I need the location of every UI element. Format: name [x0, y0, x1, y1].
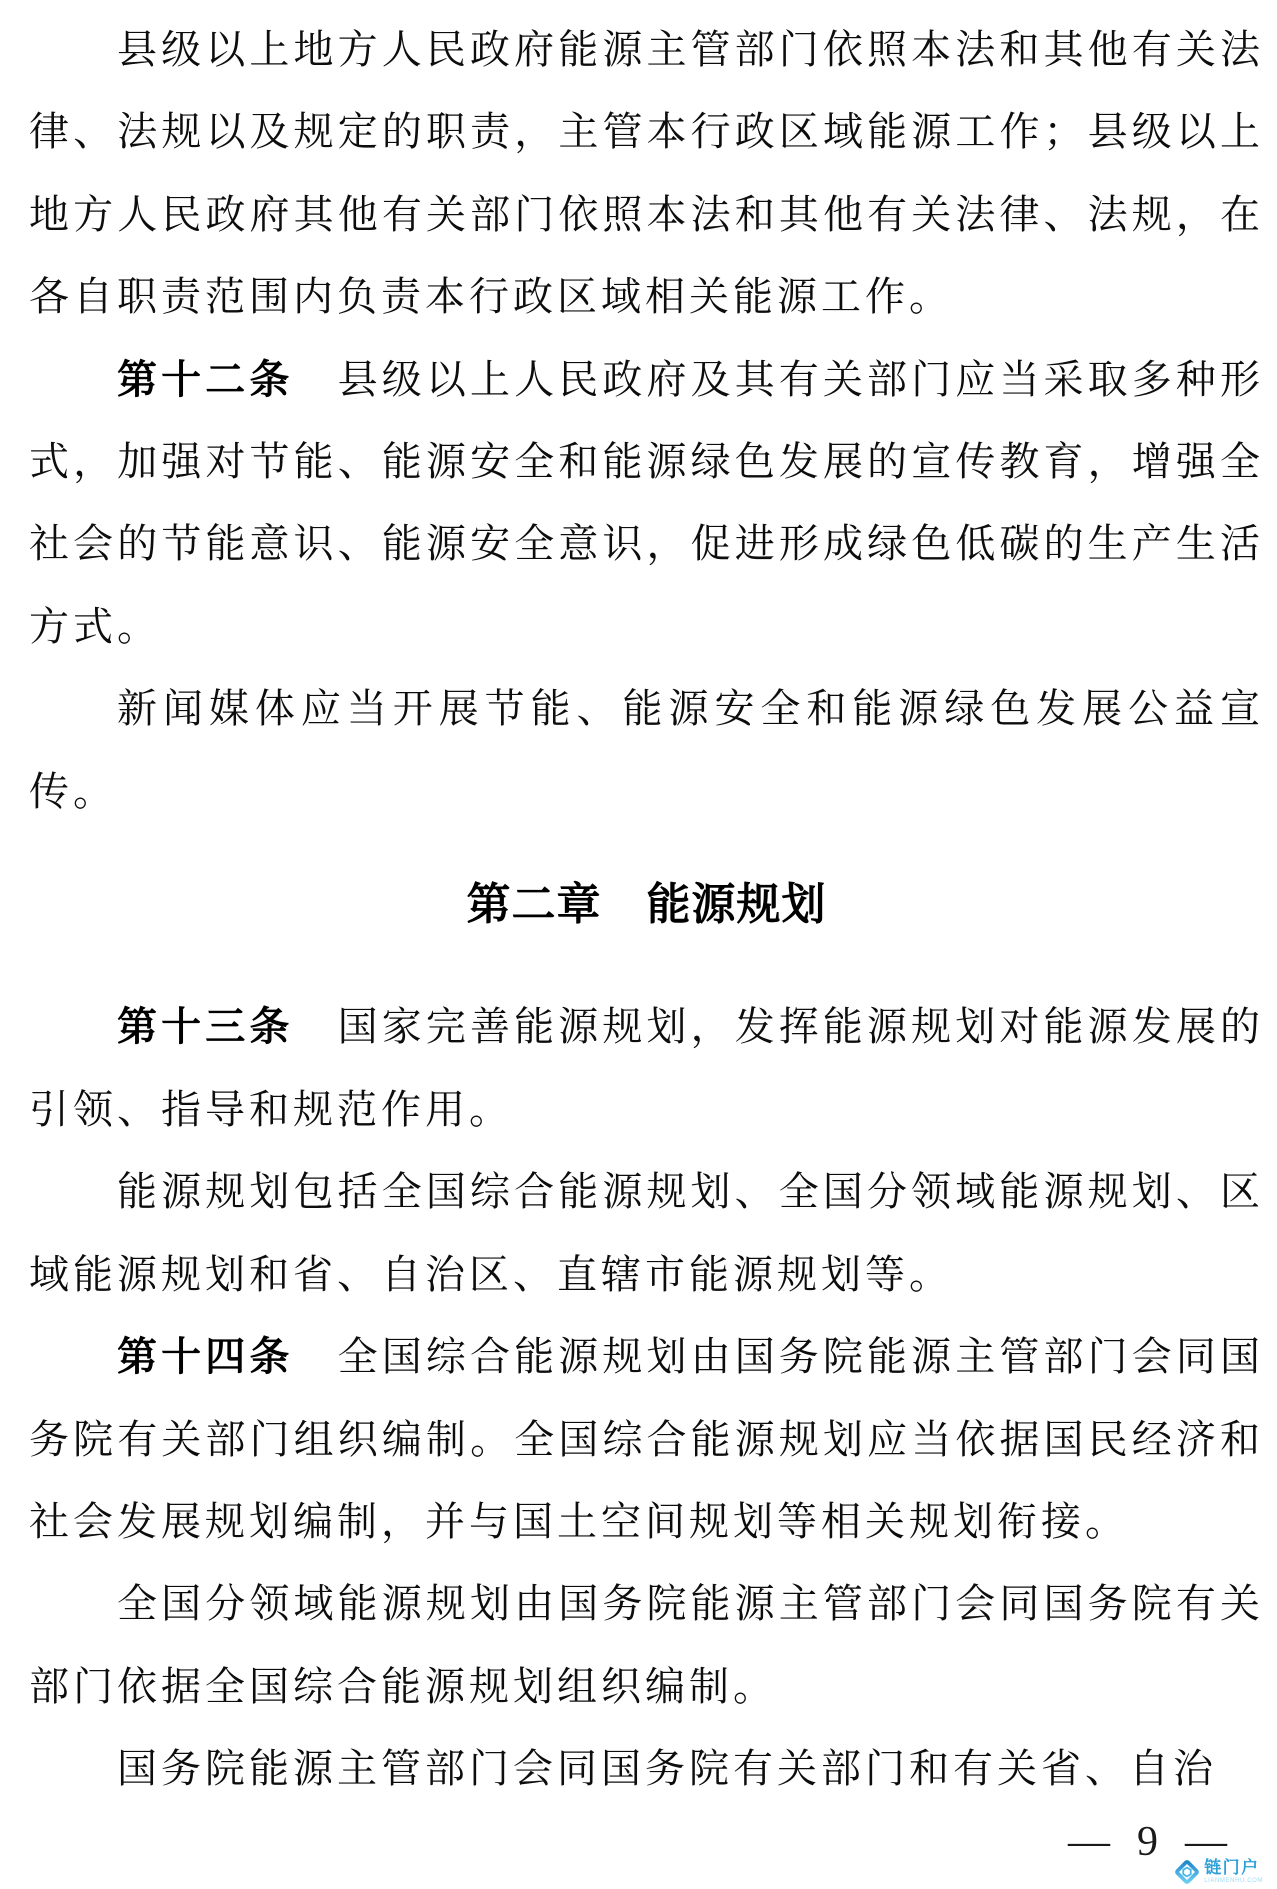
paragraph-article-13: [29, 986, 1264, 1151]
paragraph-text: 全国综合能源规划由国务院能源主管部门会同国务院有关部门组织编制。全国综合能源规划应当依据国民经济和社会发展规划编制，并与国土空间规划等相关规划衔接。: [29, 1334, 1265, 1544]
watermark-text: [1204, 1859, 1263, 1884]
footer-dash-right: —: [1185, 1819, 1227, 1865]
lianmenhu-diamond-icon: [1175, 1860, 1199, 1884]
watermark-name: 链门户: [1204, 1858, 1260, 1877]
document-body: [29, 9, 1264, 1811]
footer-dash-left: —: [1068, 1819, 1110, 1865]
page-footer: [1068, 1821, 1227, 1863]
paragraph: [29, 9, 1264, 339]
article-number: 第十二条: [117, 357, 338, 402]
article-number: 第十四条: [117, 1335, 338, 1380]
page-number: 9: [1137, 1819, 1158, 1865]
paragraph-text: 县级以上人民政府及其有关部门应当采取多种形式，加强对节能、能源安全和能源绿色发展的宣传教育，增强全社会的节能意识、能源安全意识，促进形成绿色低碳的生产生活方式。: [29, 356, 1265, 649]
paragraph: [29, 1151, 1264, 1316]
paragraph-text: 县级以上地方人民政府能源主管部门依照本法和其他有关法律、法规以及规定的职责，主管本行政区域能源工作；县级以上地方人民政府其他有关部门依照本法和其他有关法律、法规，在各自职责范围内负责本行政区域相关能源工作。: [29, 27, 1264, 320]
paragraph: [29, 668, 1264, 833]
paragraph: [29, 1728, 1264, 1810]
paragraph-article-12: [29, 339, 1264, 669]
paragraph-text: 国家完善能源规划，发挥能源规划对能源发展的引领、指导和规范作用。: [29, 1004, 1265, 1132]
chapter-heading: 第二章 能源规划: [466, 880, 827, 930]
paragraph-text: 国务院能源主管部门会同国务院有关部门和有关省、自治: [117, 1746, 1217, 1792]
article-number: 第十三条: [117, 1005, 338, 1050]
paragraph-text: 能源规划包括全国综合能源规划、全国分领域能源规划、区域能源规划和省、自治区、直辖市能源规划等。: [29, 1169, 1264, 1297]
paragraph-text: 新闻媒体应当开展节能、能源安全和能源绿色发展公益宣传。: [29, 686, 1264, 814]
paragraph: [29, 1563, 1264, 1728]
watermark-logo: [1175, 1859, 1263, 1884]
paragraph-text: 全国分领域能源规划由国务院能源主管部门会同国务院有关部门依据全国综合能源规划组织编制。: [29, 1581, 1264, 1709]
watermark-domain: LIANMENHU.COM: [1204, 1878, 1263, 1884]
paragraph-article-14: [29, 1316, 1264, 1563]
